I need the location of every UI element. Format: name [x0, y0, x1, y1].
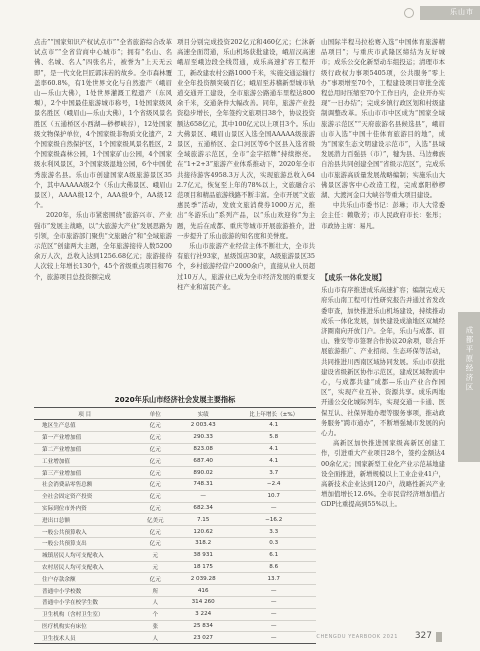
growth-cell: 3.7 [231, 467, 316, 479]
page-marker-bar [436, 632, 442, 642]
indicator-name: 第二产业增加值 [34, 443, 136, 455]
paragraph: 高新区加快推进国家级高新区创建工作，引进重大产业项目28个，签约金额达400余亿元；国家新型工业化产业示范基地建设全面推进，新增规模以上工业企业41户，高新技术企业达到120户，战略性新兴产业增加值增长12.6%。全市民营经济增加值占GDP比重提高到55%以上。 [321, 439, 445, 509]
table-row [34, 573, 316, 585]
unit-cell: 亿元 [136, 490, 175, 502]
section-heading: 【成乐一体化发展】 [321, 273, 386, 282]
growth-cell: 4.1 [231, 455, 316, 467]
indicator-name: 住户存款余额 [34, 573, 136, 585]
value-cell: 416 [175, 585, 231, 597]
indicator-name: 进出口总额 [34, 514, 136, 526]
value-cell: 290.33 [175, 431, 231, 443]
unit-cell: 亿元 [136, 573, 175, 585]
side-tab [458, 312, 480, 462]
value-cell: 120.62 [175, 526, 231, 538]
column-header: 实绩 [175, 408, 231, 420]
unit-cell: 亿美元 [136, 514, 175, 526]
page-header [0, 0, 480, 28]
paragraph: 乐山市旅游产业经营主体不断壮大，全市共有旅行社93家，星级饭店30家，A级旅游景区35个，乡村旅游经营户2000余户，直接从业人员超过10万人，旅游业已成为全市经济发展的重要支柱产业和富民产业。 [177, 242, 315, 291]
indicator-name: 医疗机构实有床位 [34, 620, 136, 632]
growth-cell: 4.1 [231, 420, 316, 432]
growth-cell: 6.1 [231, 549, 316, 561]
unit-cell: 亿元 [136, 478, 175, 490]
growth-cell: — [231, 608, 316, 620]
table-row [34, 420, 316, 432]
indicator-name: 全社会固定资产投资 [34, 490, 136, 502]
value-cell: 687.40 [175, 455, 231, 467]
yearbook-label: CHENGDU YEARBOOK 2021 [316, 634, 398, 640]
growth-cell: 13.7 [231, 573, 316, 585]
indicators-table [34, 407, 316, 644]
text-column-3 [321, 37, 445, 231]
value-cell: 7.15 [175, 514, 231, 526]
table-row [34, 596, 316, 608]
unit-cell: 亿元 [136, 455, 175, 467]
value-cell: 3 224 [175, 608, 231, 620]
unit-cell: 亿元 [136, 526, 175, 538]
unit-cell: 所 [136, 585, 175, 597]
column-header: 比上年增长（±%） [231, 408, 316, 420]
value-cell: 38 931 [175, 549, 231, 561]
growth-cell: — [231, 620, 316, 632]
column-header: 单位 [136, 408, 175, 420]
value-cell: 25 834 [175, 620, 231, 632]
value-cell: 682.34 [175, 502, 231, 514]
growth-cell: — [231, 632, 316, 644]
text-column-2 [177, 37, 315, 292]
column-header: 项 目 [34, 408, 136, 420]
indicator-name: 工业增加值 [34, 455, 136, 467]
growth-cell: 10.7 [231, 490, 316, 502]
paragraph: 项目分别完成投资202亿元和460亿元；仁沐新高速全面贯通，乐山机场获批建设，峨眉汉高速峨眉至峨边段全线贯通，成乐高速扩容工程开工，新改建农村公路1000千米，实施交通运输行业全年投资额突破百亿；峨眉至苏稽新型城市轨道交通开工建设，全市旅游公路通车里程达800余千米，交通条件大幅改善。同年，旅游产业投资稳步增长，全年签约文旅项目38个，协议投资额达658亿元，其中100亿元以上项目3个。乐山大佛景区、峨眉山景区入选全国AAAAA级旅游景区，五通桥区、金口河区等6个区县入选省级全域旅游示范区，全市“金字招牌”持续擦亮。在“1+2+3”旅游产业体系推动下，2020年全市共接待游客4958.3万人次，实现旅游总收入642.7亿元，恢复至上年的78%以上，文旅融合示范项目和精品旅游线路不断丰富。全市开展“文旅惠民季”活动，发放文旅消费券1000万元，推出“冬游乐山”系列产品，以“乐山欢迎你”为主题，先后在成都、重庆等城市开展旅游推介，进一步提升了乐山旅游的知名度和美誉度。 [177, 38, 315, 240]
growth-cell: 0.3 [231, 537, 316, 549]
value-cell: 890.02 [175, 467, 231, 479]
value-cell: 18 175 [175, 561, 231, 573]
indicator-name: 农村居民人均可支配收入 [34, 561, 136, 573]
growth-cell: 3.3 [231, 526, 316, 538]
table-row [34, 526, 316, 538]
indicator-name: 普通中小学在校学生数 [34, 596, 136, 608]
table-header-row [34, 408, 316, 420]
text-column-3-lower [321, 270, 445, 510]
indicator-name: 城镇居民人均可支配收入 [34, 549, 136, 561]
page-number: 327 [414, 631, 432, 641]
indicator-name: 社会消费品零售总额 [34, 478, 136, 490]
unit-cell: 亿元 [136, 443, 175, 455]
text-column-1 [34, 37, 172, 282]
leaders-paragraph: 中共乐山市委书记：彭琳；市人大常委会主任：赖敬芳；市人民政府市长：张彤；市政协主席：易凡。 [321, 201, 445, 230]
table-row [34, 514, 316, 526]
indicator-name: 一般公共预算收入 [34, 526, 136, 538]
page-footer [0, 630, 480, 646]
section-label: 乐山市 [450, 8, 474, 16]
table-title: 2020年乐山市经济社会发展主要指标 [114, 395, 236, 404]
value-cell: 2 039.28 [175, 573, 231, 585]
table-row [34, 455, 316, 467]
circle-ornament-icon [404, 8, 414, 18]
indicator-name: 第三产业增加值 [34, 467, 136, 479]
growth-cell: 4.1 [231, 443, 316, 455]
unit-cell: 亿元 [136, 537, 175, 549]
unit-cell: 亿元 [136, 467, 175, 479]
indicator-name: 实际到位市外内资 [34, 502, 136, 514]
unit-cell: 亿元 [136, 502, 175, 514]
table-row [34, 608, 316, 620]
unit-cell: 亿元 [136, 431, 175, 443]
unit-cell: 亿元 [136, 420, 175, 432]
table-row [34, 502, 316, 514]
indicator-name: 第一产业增加值 [34, 431, 136, 443]
value-cell: 2 003.43 [175, 420, 231, 432]
growth-cell: −2.4 [231, 478, 316, 490]
value-cell: 23 027 [175, 632, 231, 644]
growth-cell: — [231, 596, 316, 608]
paragraph: 乐山市有序推进成乐高速扩容；编制完成天府乐山南工程可行性研究报告并通过省发改委审查，加快推进乐山机场建设，持续推动成乐一体化发展，加快建设成渝地区双城经济圈南向开放门户。全年，乐山与成都、眉山、雅安等市签署合作协议20余项，联合开展旅游推广、产业招商、生态环保等活动，共同推进川西南区域协同发展。乐山市获批建设省级新区协作示范区，建成区域物流中心，与成都共建“成都—乐山产业合作园区”，实现产业互补、资源共享。成乐两地开通公交化城际列车，实现交通一卡通、医保互认、社保异地办理等服务事项，推动政务服务“跨市通办”，不断增强城市发展的向心力。 [321, 286, 445, 438]
table-row [34, 467, 316, 479]
value-cell: 748.31 [175, 478, 231, 490]
table-row [34, 490, 316, 502]
paragraph: 2020年，乐山市紧密围绕“旅游兴市、产业强市”发展主战略，以“大旅游大产业”发展思路为引领，全市旅游部门聚焦“文旅融合”和“全域旅游示范区”创建两大主题，全年旅游接待人数5200余万人次，总收入达到1256.68亿元；旅游接待人次较上年增长130个，45个省级重点项目和76个，旅游项目总投资额完成 [34, 211, 172, 281]
table-row [34, 431, 316, 443]
paragraph: 山国际半程马拉松赛入选“中国体育旅游精品项目”；与重庆市武隆区缔结为友好城市；成乐公交化新型动车组投运；清理市本级行政权力事项5405项，公共服务“零上办”事项增至70个，工程建设项目审批全流程总用时压缩至70个工作日内，企业开办实现“一日办结”；完成乡镇行政区划和村级建制调整改革。乐山市市中区成为“国家全域旅游示范区”“天府旅游名县候选县”，峨眉山市入选“中国十佳体育旅游目的地”，成为“国家生态文明建设示范市”，入选“县域发展潜力百强县（市）”，犍为县、马边彝族自治县共同创建全国“省级示范区”，完成乐山市旅游高质量发展战略编制；实施乐山大佛景区游客中心改造工程，完成嘉阳桫椤湖、大渡河金口大峡谷等重大项目建设。 [321, 38, 445, 200]
growth-cell: — [231, 585, 316, 597]
table-row [34, 585, 316, 597]
table-row [34, 561, 316, 573]
table-row [34, 478, 316, 490]
unit-cell: 元 [136, 549, 175, 561]
table-row [34, 443, 316, 455]
indicator-name: 普通中小学校数 [34, 585, 136, 597]
value-cell: 314 260 [175, 596, 231, 608]
unit-cell: 个 [136, 608, 175, 620]
growth-cell: 8.6 [231, 561, 316, 573]
unit-cell: 人 [136, 596, 175, 608]
growth-cell: −16.2 [231, 514, 316, 526]
side-tab-label: 成都平原经济区 [465, 326, 474, 393]
paragraph: 点击”“国家知识产权试点市”“全省旅游综合改革试点市”“全省营商中心城市”；拥有“名山、名佛、名城、名人”四张名片，被誉为“上天无云即”，是一代文化巨匠郭沫若的故乡。全市森林覆盖率60.8%，有1处世界文化与自然遗产（峨眉山—乐山大佛），1处世界灌溉工程遗产（东风堰），2个中国最佳旅游城市称号，1处国家级风景名胜区（峨眉山—乐山大佛），1个省级风景名胜区（五通桥区小西湖—桫椤峡谷），12处国家级文物保护单位，4个国家级非物质文化遗产，2个国家级自然保护区，1个国家级风景名胜区，2个国家级森林公园，1个国家矿山公园，4个国家级水利风景区，3个国家级湿地公园，6个中国优秀旅游名县。乐山市创建国家A级旅游景区35个，其中AAAAA级2个（乐山大佛景区、峨眉山景区），AAAA级12个，AAA级9个，AA级12个。 [34, 38, 172, 210]
value-cell: 318.2 [175, 537, 231, 549]
unit-cell: 人 [136, 632, 175, 644]
table-row [34, 537, 316, 549]
indicator-name: 卫生机构（含村卫生室） [34, 608, 136, 620]
growth-cell: 5.8 [231, 431, 316, 443]
value-cell: — [175, 490, 231, 502]
indicator-name: 地区生产总值 [34, 420, 136, 432]
table-row [34, 549, 316, 561]
growth-cell: — [231, 502, 316, 514]
unit-cell: 元 [136, 561, 175, 573]
value-cell: 823.08 [175, 443, 231, 455]
unit-cell: 张 [136, 620, 175, 632]
indicator-name: 一般公共预算支出 [34, 537, 136, 549]
indicator-name: 卫生技术人员 [34, 632, 136, 644]
